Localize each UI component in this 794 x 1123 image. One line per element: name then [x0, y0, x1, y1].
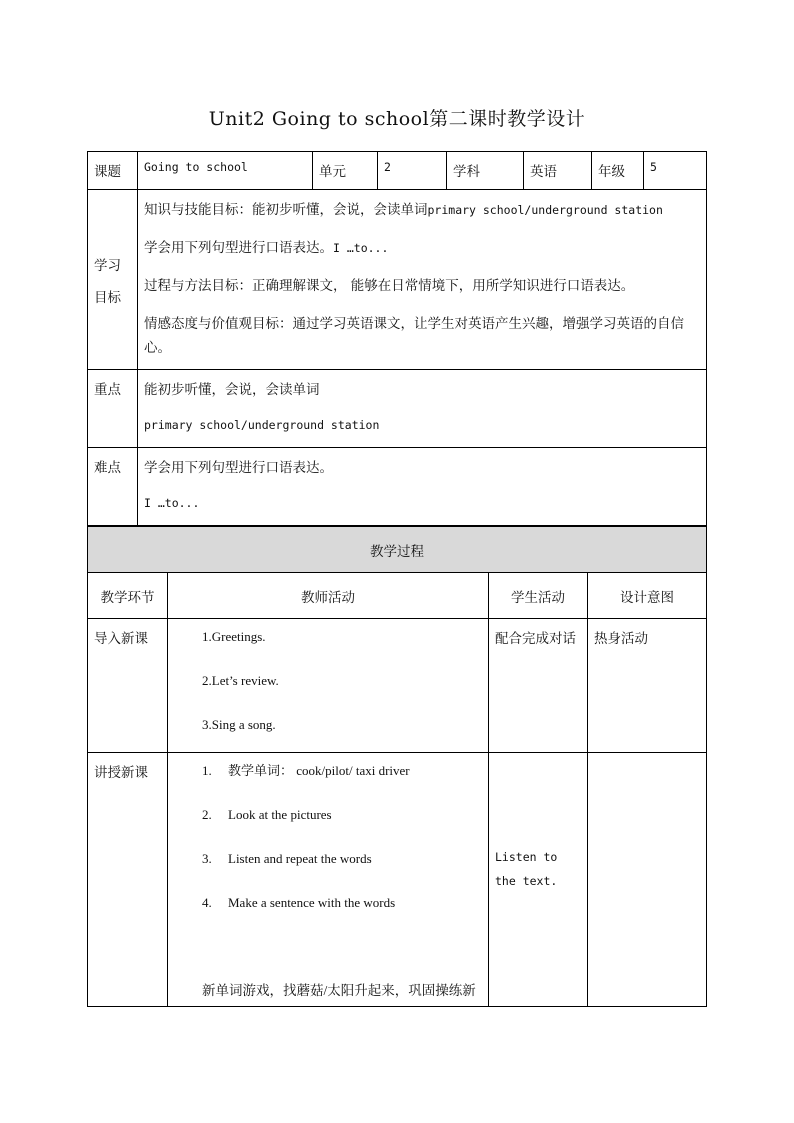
student-activity-new-lesson: Listen to the text. — [489, 753, 588, 1007]
subject-value: 英语 — [524, 152, 592, 190]
step-text: Look at the pictures — [228, 807, 332, 822]
knowledge-goal-text: 知识与技能目标：能初步听懂，会说，会读单词 — [144, 202, 428, 218]
difficulties-content — [138, 448, 707, 526]
unit-label: 单元 — [313, 152, 378, 190]
teacher-activity-extra: 新单词游戏，找蘑菇/太阳升起来，巩固操练新 — [202, 983, 476, 998]
purpose-new-lesson — [588, 753, 707, 1007]
step-number: 2. — [202, 807, 212, 822]
objectives-content — [138, 190, 707, 370]
student-activity-intro: 配合完成对话 — [489, 619, 588, 753]
objectives-label — [88, 190, 138, 370]
objectives-label-line2: 目标 — [94, 289, 121, 306]
list-item — [202, 761, 488, 781]
knowledge-goal — [144, 198, 700, 222]
teaching-process-table — [87, 526, 707, 1007]
column-header-purpose: 设计意图 — [588, 573, 707, 619]
teacher-activity-new-lesson — [168, 753, 489, 1007]
list-item — [202, 893, 488, 913]
teacher-activity-intro — [168, 619, 489, 753]
objectives-label-line1: 学习 — [94, 257, 121, 274]
step-number: 3. — [202, 851, 212, 866]
grade-value: 5 — [644, 152, 707, 190]
teacher-activity-intro-item: 3.Sing a song. — [202, 717, 276, 732]
sentence-goal — [144, 236, 700, 260]
subject-label: 学科 — [447, 152, 524, 190]
sentence-goal-text: 学会用下列句型进行口语表达。 — [144, 240, 333, 256]
step-text: Make a sentence with the words — [228, 895, 396, 910]
knowledge-goal-words: primary school/underground station — [427, 203, 663, 217]
emotion-goal: 情感态度与价值观目标：通过学习英语课文，让学生对英语产生兴趣，增强学习英语的自信心。 — [144, 316, 684, 356]
list-item — [202, 805, 488, 825]
teacher-steps-list — [202, 761, 488, 913]
topic-value: Going to school — [138, 152, 313, 190]
unit-value: 2 — [378, 152, 447, 190]
teacher-activity-intro-item: 1.Greetings. — [202, 629, 266, 644]
column-header-student: 学生活动 — [489, 573, 588, 619]
process-section-title: 教学过程 — [88, 527, 707, 573]
page-title: Unit2 Going to school第二课时教学设计 — [208, 108, 586, 130]
process-goal: 过程与方法目标：正确理解课文， 能够在日常情境下，用所学知识进行口语表达。 — [144, 278, 635, 294]
difficulties-label: 难点 — [88, 448, 138, 526]
grade-label: 年级 — [592, 152, 644, 190]
sentence-goal-pattern: I …to... — [333, 241, 389, 255]
stage-intro: 导入新课 — [88, 619, 168, 753]
purpose-intro: 热身活动 — [588, 619, 707, 753]
stage-new-lesson: 讲授新课 — [88, 753, 168, 1007]
teacher-activity-intro-item: 2.Let’s review. — [202, 673, 279, 688]
step-text: Listen and repeat the words — [228, 851, 372, 866]
step-number: 4. — [202, 895, 212, 910]
step-text: 教学单词： cook/pilot/ taxi driver — [228, 763, 410, 778]
difficulties-line2: I …to... — [144, 496, 200, 510]
key-points-line2: primary school/underground station — [144, 418, 380, 432]
list-item — [202, 849, 488, 869]
key-points-label: 重点 — [88, 370, 138, 448]
difficulties-line1: 学会用下列句型进行口语表达。 — [144, 460, 333, 476]
key-points-content — [138, 370, 707, 448]
key-points-line1: 能初步听懂，会说，会读单词 — [144, 382, 320, 398]
lesson-info-table — [87, 151, 707, 526]
column-header-teacher: 教师活动 — [168, 573, 489, 619]
column-header-stage: 教学环节 — [88, 573, 168, 619]
topic-label: 课题 — [88, 152, 138, 190]
step-number: 1. — [202, 763, 212, 778]
